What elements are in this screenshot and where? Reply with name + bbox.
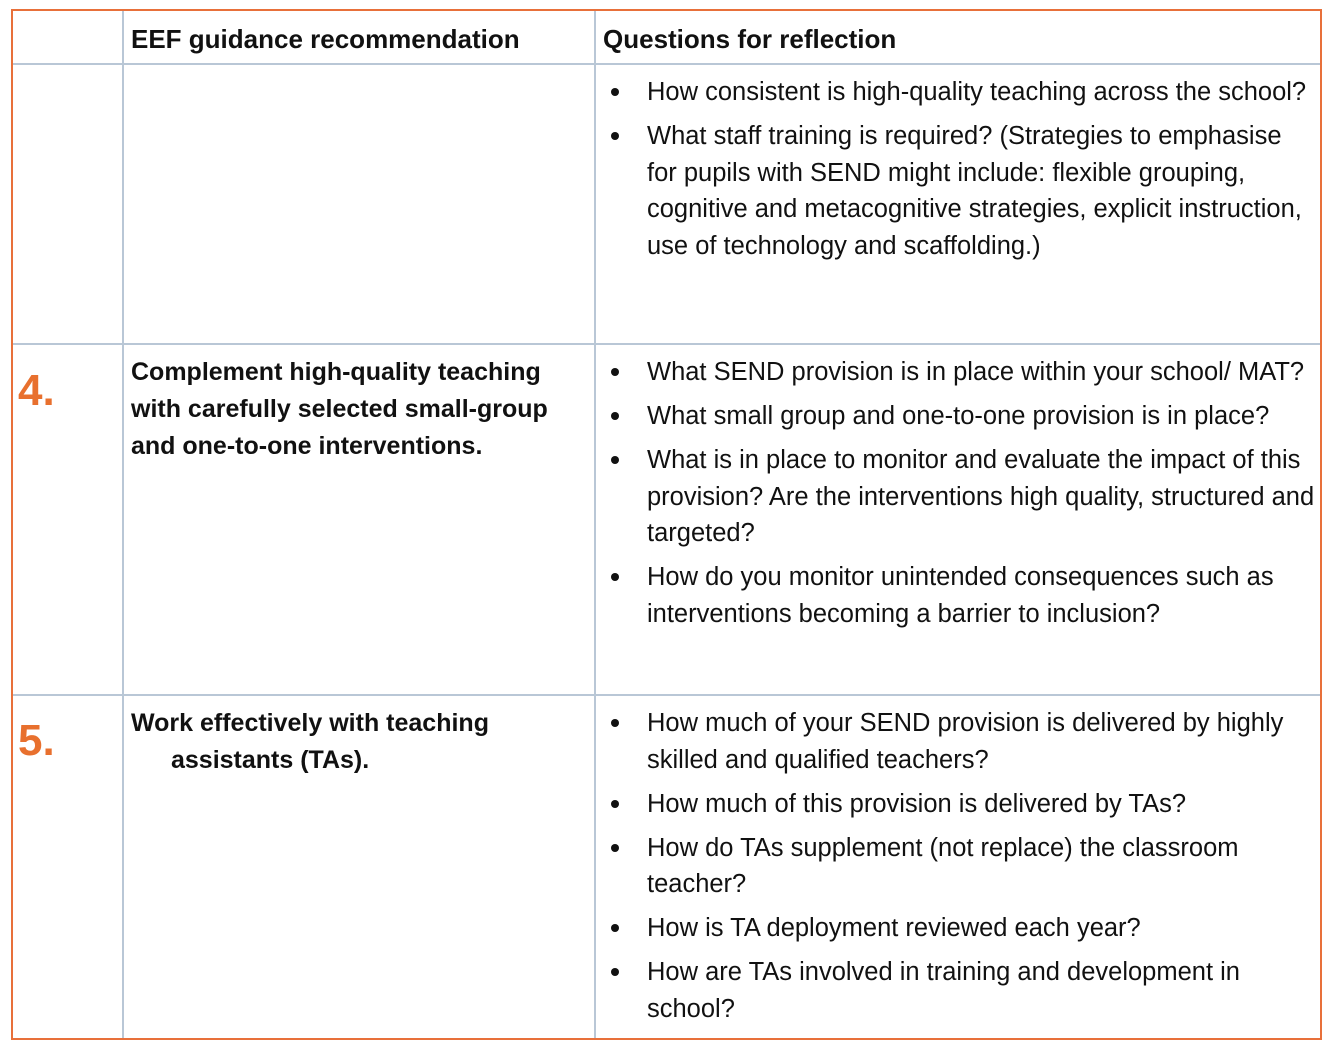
questions-cell-row-3 bbox=[603, 705, 1315, 1035]
question-text: How consistent is high-quality teaching across the school? bbox=[647, 78, 1307, 106]
bullet-icon bbox=[611, 844, 619, 852]
list-item bbox=[603, 442, 1315, 552]
bullet-icon bbox=[611, 88, 619, 96]
bullet-icon bbox=[611, 968, 619, 976]
recommendation-number: 4. bbox=[18, 366, 55, 415]
question-text: What SEND provision is in place within your school/ MAT? bbox=[647, 358, 1305, 386]
header-recommendation: EEF guidance recommendation bbox=[131, 24, 520, 54]
column-divider bbox=[122, 11, 124, 1038]
bullet-icon bbox=[611, 800, 619, 808]
question-list bbox=[603, 354, 1315, 632]
bullet-icon bbox=[611, 456, 619, 464]
list-item bbox=[603, 705, 1315, 778]
question-text: What staff training is required? (Strategies to emphasise for pupils with SEND might include: flexible grouping, cognitive and metacognitive strategies, explicit instruction, use of technology and scaffolding.) bbox=[647, 122, 1302, 260]
question-text: How are TAs involved in training and development in school? bbox=[647, 958, 1240, 1023]
bullet-icon bbox=[611, 132, 619, 140]
question-text: How do you monitor unintended consequences such as interventions becoming a barrier to inclusion? bbox=[647, 563, 1274, 628]
list-item bbox=[603, 354, 1315, 391]
recommendation-text: Complement high-quality teaching with carefully selected small-group and one-to-one interventions. bbox=[131, 358, 548, 460]
bullet-icon bbox=[611, 412, 619, 420]
recommendation-line: Work effectively with teaching bbox=[131, 709, 489, 737]
question-text: What is in place to monitor and evaluate the impact of this provision? Are the interventions high quality, structured and targeted? bbox=[647, 446, 1315, 547]
question-text: How do TAs supplement (not replace) the classroom teacher? bbox=[647, 833, 1239, 898]
question-list bbox=[603, 74, 1315, 264]
question-text: How is TA deployment reviewed each year? bbox=[647, 914, 1141, 942]
list-item bbox=[603, 830, 1315, 903]
list-item bbox=[603, 954, 1315, 1027]
bullet-icon bbox=[611, 573, 619, 581]
question-text: What small group and one-to-one provision is in place? bbox=[647, 402, 1270, 430]
list-item bbox=[603, 910, 1315, 947]
questions-cell-row-2 bbox=[603, 354, 1315, 640]
list-item bbox=[603, 786, 1315, 823]
column-divider bbox=[594, 11, 596, 1038]
bullet-icon bbox=[611, 368, 619, 376]
reflection-table bbox=[11, 9, 1322, 1040]
questions-cell-row-1 bbox=[603, 74, 1315, 272]
list-item bbox=[603, 118, 1315, 264]
recommendation-line: assistants (TAs). bbox=[171, 746, 370, 774]
bullet-icon bbox=[611, 719, 619, 727]
row-divider bbox=[13, 694, 1320, 696]
question-text: How much of your SEND provision is delivered by highly skilled and qualified teachers? bbox=[647, 709, 1284, 774]
recommendation-text bbox=[131, 705, 586, 779]
recommendation-number: 5. bbox=[18, 716, 55, 765]
bullet-icon bbox=[611, 924, 619, 932]
row-divider bbox=[13, 343, 1320, 345]
list-item bbox=[603, 74, 1315, 111]
row-divider bbox=[13, 63, 1320, 65]
list-item bbox=[603, 559, 1315, 632]
question-text: How much of this provision is delivered by TAs? bbox=[647, 789, 1187, 818]
header-questions: Questions for reflection bbox=[603, 24, 897, 54]
question-list bbox=[603, 705, 1315, 1027]
list-item bbox=[603, 398, 1315, 435]
